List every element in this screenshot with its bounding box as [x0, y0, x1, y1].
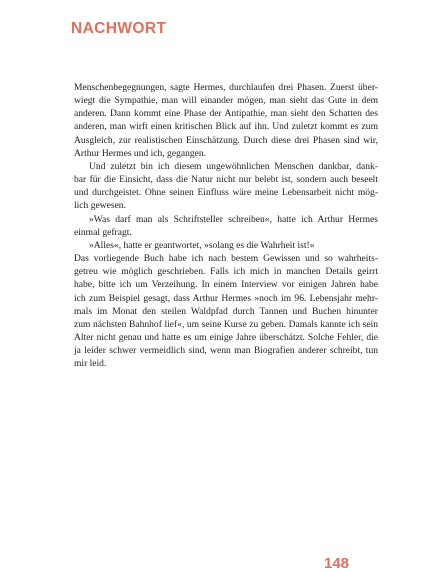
- text-line: wiegt die Sympathie, man will einander mögen, man sieht das Gute in dem: [74, 95, 378, 107]
- chapter-heading: NACHWORT: [71, 20, 167, 37]
- text-line: lich gewesen.: [74, 200, 126, 212]
- text-line: Menschenbegegnungen, sagte Hermes, durchlaufen drei Phasen. Zuerst über-: [74, 82, 378, 93]
- text-line: zum nächsten Bahnhof lief«, um seine Kurse zu geben. Damals kannte ich sein: [74, 318, 378, 330]
- text-line: anderen. Dann kommt eine Phase der Antipathie, man sieht den Schatten des: [74, 108, 378, 120]
- text-line: anderen, man wirft einen kritischen Blick auf ihn. Und zuletzt kommt es zum: [74, 121, 378, 133]
- text-line: einmal gefragt.: [74, 226, 132, 238]
- text-line: Ausgleich, zur realistischen Einschätzung. Durch diese drei Phasen sind wir,: [74, 134, 378, 146]
- text-line: mals im Monat den steilen Waldpfad durch Tannen und Buchen hinunter: [74, 305, 378, 317]
- text-line: und durchgeistet. Ohne seinen Einfluss wäre meine Lebensarbeit nicht mög-: [74, 187, 378, 199]
- afterword-text: [74, 81, 378, 370]
- text-line: ich zum Beispiel gesagt, dass Arthur Hermes »noch im 96. Lebensjahr mehr-: [74, 292, 378, 304]
- text-line: mir leid.: [74, 358, 107, 370]
- text-line: getreu wie möglich geschrieben. Falls ich mich in manchen Details geirrt: [74, 266, 378, 278]
- text-line: ja leider schwer vermeidlich sind, wenn man Biografien anderer schreibt, tun: [74, 345, 378, 357]
- text-line: Und zuletzt bin ich diesem ungewöhnlichen Menschen dankbar, dank-: [89, 160, 378, 172]
- text-line: Arthur Hermes und ich, gegangen.: [74, 147, 207, 159]
- text-line: habe, bitte ich um Verzeihung. In einem Interview vor einigen Jahren habe: [74, 279, 378, 291]
- page-number: 148: [324, 555, 350, 572]
- text-line: »Alles«, hatte er geantwortet, »solang es die Wahrheit ist!«: [89, 239, 315, 251]
- text-line: bar für die Einsicht, dass die Natur nicht nur belebt ist, sondern auch beseelt: [74, 174, 378, 186]
- text-line: »Was darf man als Schriftsteller schreiben«, hatte ich Arthur Hermes: [89, 213, 378, 225]
- text-line: Alter nicht genau und hatte es um einige Jahre überschätzt. Solche Fehler, die: [74, 331, 378, 343]
- text-line: Das vorliegende Buch habe ich nach bestem Gewissen und so wahrheits-: [74, 253, 378, 265]
